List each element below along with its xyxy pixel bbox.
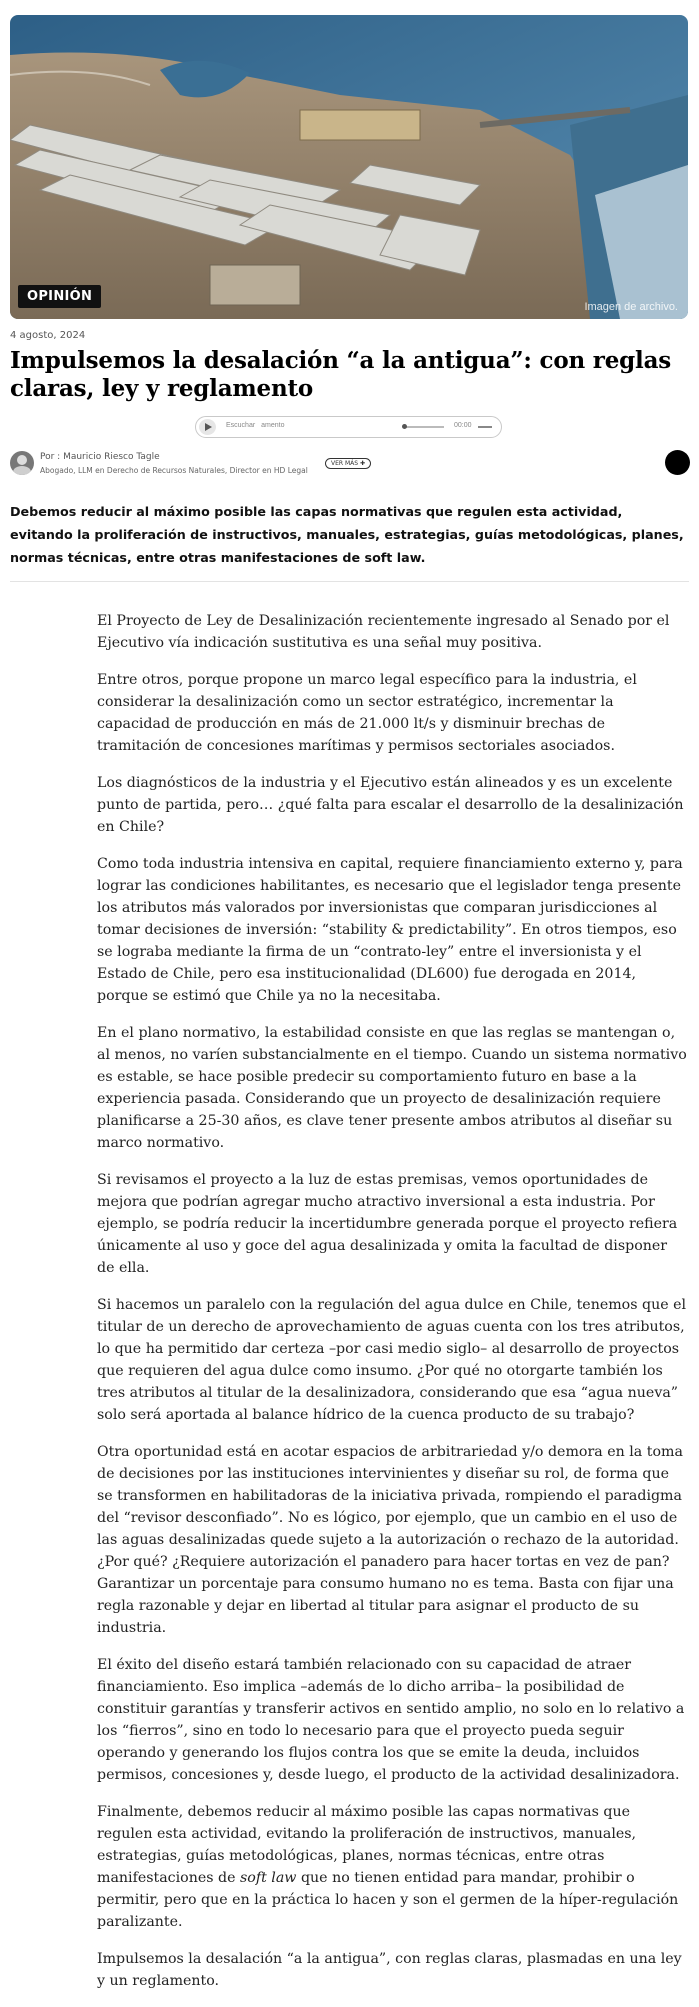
image-caption: Imagen de archivo. (584, 301, 678, 313)
article-title: Impulsemos la desalación “a la antigua”: con reglas claras, ley y reglamento (10, 347, 672, 402)
action-dot-icon[interactable] (665, 450, 690, 475)
body-paragraph: El éxito del diseño estará también relacionado con su capacidad de atraer financiamiento. Eso implica –además de lo dicho arriba– la posibilidad de constituir garantías y transferir activos en sentido amplio, no solo en lo relativo a los “fierros”, sino en todo lo necesario para que el proyecto pueda seguir operando y generando los flujos contra los que se emite la deuda, incluidos permisos, concesiones y, desde luego, el producto de la actividad desalinizadora. (97, 1657, 685, 1783)
body-paragraph: Impulsemos la desalación “a la antigua”, con reglas claras, plasmadas en una ley y un reglamento. (97, 1951, 682, 1989)
body-text: Finalmente, debemos reducir al máximo posible las capas normativas que regulen esta actividad, evitando la proliferación de instructivos, manuales, estrategias, guías metodológicas, planes, normas técnicas, entre otras manifestaciones de (97, 1804, 637, 1886)
player-listen-label: Escuchar (226, 422, 256, 429)
author-role: Abogado, LLM en Derecho de Recursos Naturales, Director en HD Legal (40, 466, 308, 475)
audio-player (195, 416, 502, 438)
see-more-button[interactable]: VER MÁS ✚ (325, 458, 371, 469)
body-paragraph: Los diagnósticos de la industria y el Ejecutivo están alineados y es un excelente punto de partida, pero… ¿qué falta para escalar el desarrollo de la desalinización en Chile? (97, 775, 684, 835)
player-label (226, 422, 289, 429)
player-progress-knob[interactable] (402, 424, 407, 429)
player-options-icon[interactable] (478, 426, 492, 428)
player-progress-bar[interactable] (404, 426, 444, 428)
body-paragraph: Si hacemos un paralelo con la regulación del agua dulce en Chile, tenemos que el titular de un derecho de aprovechamiento de aguas cuenta con los tres atributos, lo que ha permitido dar certeza –por casi medio siglo– al desarrollo de proyectos que requieren del agua dulce como insumo. ¿Por qué no otorgarte también los tres atributos al titular de la desalinizadora, considerando que esa “agua nueva” solo será aportada al balance hídrico de la cuenca producto de su trabajo? (97, 1297, 687, 1423)
desalination-plant-photo (10, 15, 688, 319)
article-body (97, 610, 689, 2007)
body-paragraph (97, 1801, 689, 1933)
player-time: 00:00 (454, 422, 472, 429)
body-text: que no tienen entidad para mandar, prohibir o permitir, pero que en la práctica lo hacen y son el germen de la híper-regulación paralizante. (97, 1870, 679, 1930)
soft-law-term: soft law (240, 1870, 297, 1886)
article-lead: Debemos reducir al máximo posible las capas normativas que regulen esta actividad, evitando la proliferación de instructivos, manuales, estrategias, guías metodológicas, planes, normas técnicas, entre otras manifestaciones de soft law. (10, 504, 684, 565)
body-paragraph: Si revisamos el proyecto a la luz de estas premisas, vemos oportunidades de mejora que podrían agregar mucho atractivo inversional a esta industria. Por ejemplo, se podría reducir la incertidumbre generada porque el proyecto refiera únicamente al uso y goce del agua desalinizada y omita la facultad de disponer de ella. (97, 1172, 678, 1276)
hero-image (10, 15, 688, 319)
body-paragraph: En el plano normativo, la estabilidad consiste en que las reglas se mantengan o, al menos, no varíen substancialmente en el tiempo. Cuando un sistema normativo es estable, se hace posible predecir su comportamiento futuro en base a la experiencia pasada. Considerando que un proyecto de desalinización requiere planificarse a 25-30 años, es clave tener presente ambos atributos al diseñar su marco normativo. (97, 1025, 687, 1151)
body-paragraph: El Proyecto de Ley de Desalinización recientemente ingresado al Senado por el Ejecutivo vía indicación sustitutiva es una señal muy positiva. (97, 613, 670, 651)
author-avatar[interactable] (10, 451, 34, 475)
divider (10, 581, 689, 582)
play-icon[interactable] (199, 419, 216, 435)
player-loading-label: amento (261, 422, 285, 429)
body-paragraph: Como toda industria intensiva en capital, requiere financiamiento externo y, para lograr las condiciones habilitantes, es necesario que el legislador tenga presente los atributos más valorados por inversionistas que comparan jurisdicciones al tomar decisiones de inversión: “stability & predictability”. En otros tiempos, eso se lograba mediante la firma de un “contrato-ley” entre el inversionista y el Estado de Chile, pero esa institucionalidad (DL600) fue derogada en 2014, porque se estimó que Chile ya no la necesitaba. (97, 856, 683, 1004)
opinion-badge[interactable]: OPINIÓN (18, 285, 101, 308)
publish-date: 4 agosto, 2024 (10, 330, 86, 341)
body-paragraph: Otra oportunidad está en acotar espacios de arbitrariedad y/o demora en la toma de decisiones por las instituciones intervinientes y diseñar su rol, de forma que se transformen en habilitadoras de la iniciativa privada, rompiendo el paradigma del “revisor desconfiado”. No es lógico, por ejemplo, que un cambio en el uso de las aguas desalinizadas quede sujeto a la autorización o rechazo de la autoridad. ¿Por qué? ¿Requiere autorización el panadero para hacer tortas en vez de pan? Garantizar un porcentaje para consumo humano no es tema. Basta con fijar una regla razonable y dejar en libertad al titular para asignar el producto de su industria. (97, 1444, 683, 1636)
author-byline[interactable]: Por : Mauricio Riesco Tagle (40, 452, 160, 462)
body-paragraph: Entre otros, porque propone un marco legal específico para la industria, el considerar la desalinización como un sector estratégico, incrementar la capacidad de producción en más de 21.000 lt/s y disminuir brechas de tramitación de concesiones marítimas y permisos sectoriales asociados. (97, 672, 637, 754)
